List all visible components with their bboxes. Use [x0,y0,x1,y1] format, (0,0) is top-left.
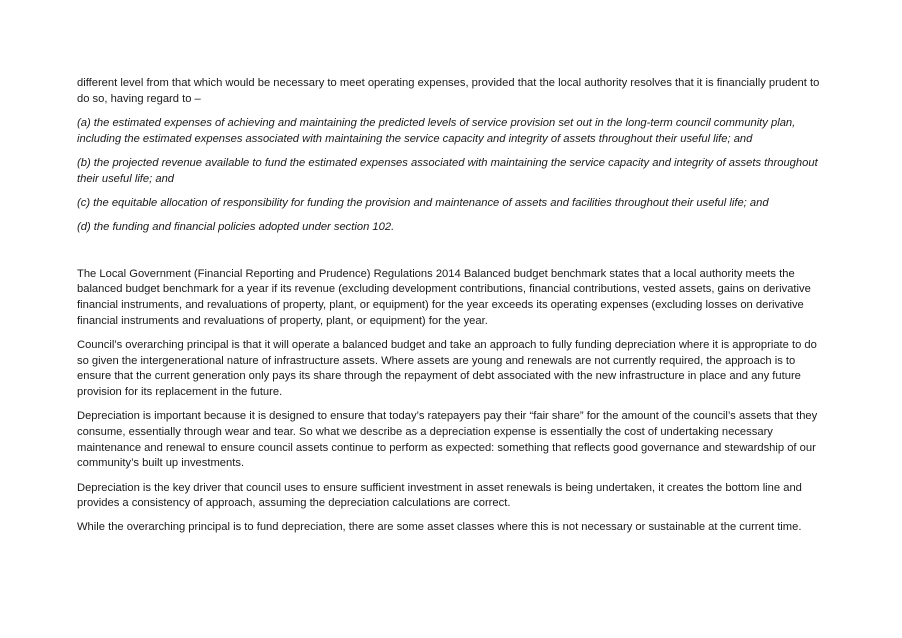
intro-paragraph: different level from that which would be necessary to meet operating expenses, provided that the local authority resolves that it is financially prudent to do so, having regard to – [77,77,820,105]
clause-b: (b) the projected revenue available to fund the estimated expenses associated with maintaining the service capacity and integrity of assets throughout their useful life; and [77,156,818,185]
clause-a: (a) the estimated expenses of achieving and maintaining the predicted levels of service provision set out in the long-term council community plan, including the estimated expenses associated with maintaining the service capacity and integrity of assets throughout their useful life; and [77,116,796,145]
overarching-principal-paragraph: Council’s overarching principal is that it will operate a balanced budget and take an approach to fully funding depreciation where it is appropriate to do so given the intergenerational nature of infrastructure assets. Where assets are young and renewals are not currently required, the approach is to ensure that the current generation only pays its share through the repayment of debt associated with the new infrastructure in place and any future provision for its replacement in the future. [77,338,817,399]
clause-d: (d) the funding and financial policies adopted under section 102. [77,220,395,233]
document-page [77,76,829,536]
asset-classes-paragraph: While the overarching principal is to fund depreciation, there are some asset classes where this is not necessary or sustainable at the current time. [77,521,802,534]
clause-c: (c) the equitable allocation of responsibility for funding the provision and maintenance of assets and facilities throughout their useful life; and [77,196,769,209]
depreciation-driver-paragraph: Depreciation is the key driver that council uses to ensure sufficient investment in asset renewals is being undertaken, it creates the bottom line and provides a consistency of approach, assuming the depreciation calculations are correct. [77,481,802,510]
depreciation-importance-paragraph: Depreciation is important because it is designed to ensure that today’s ratepayers pay their “fair share” for the amount of the council’s assets that they consume, essentially through wear and tear. So what we describe as a depreciation expense is essentially the cost of undertaking necessary maintenance and renewal to ensure council assets continue to perform as expected: something that reflects good governance and stewardship of our community’s built up investments. [77,410,818,470]
balanced-budget-benchmark-paragraph: The Local Government (Financial Reporting and Prudence) Regulations 2014 Balanced budget benchmark states that a local authority meets the balanced budget benchmark for a year if its revenue (excluding development contributions, financial contributions, vested assets, gains on derivative financial instruments, and revaluations of property, plant, or equipment) for the year exceeds its operating expenses (excluding losses on derivative financial instruments and revaluations of property, plant, or equipment) for the year. [77,267,811,327]
